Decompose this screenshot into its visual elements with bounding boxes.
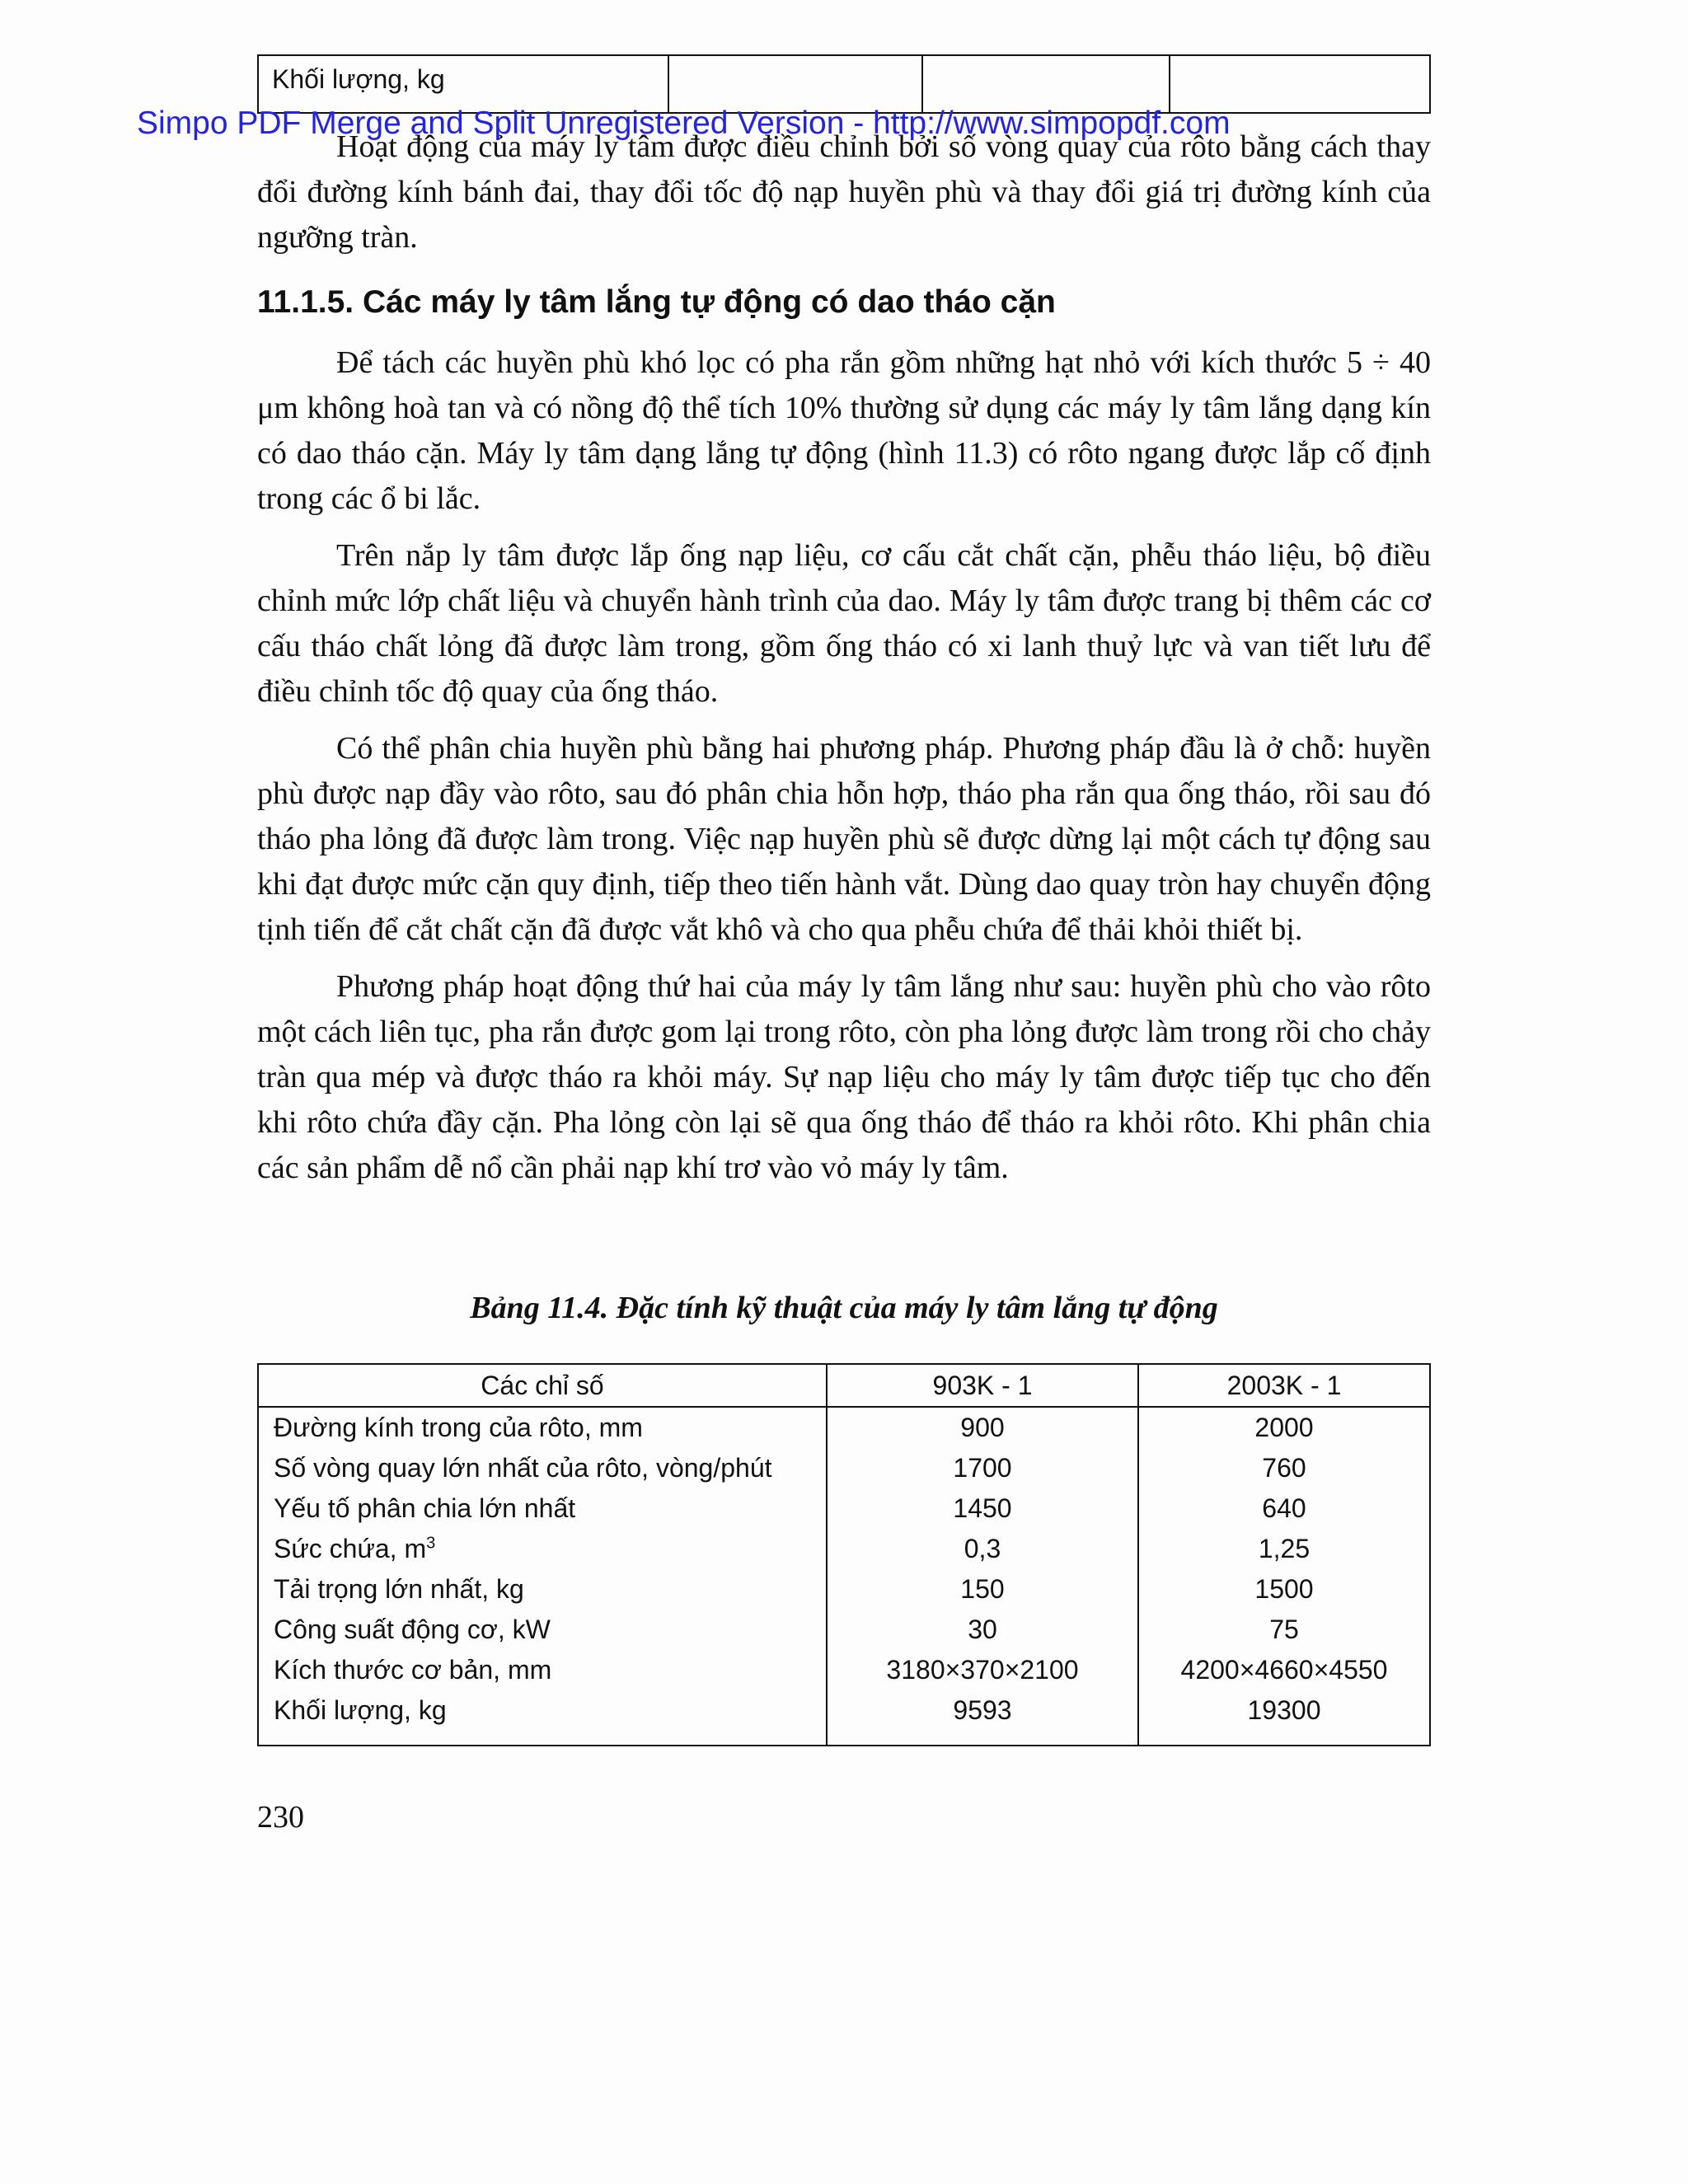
- intro-paragraph: Hoạt động của máy ly tâm được điều chỉnh bởi số vòng quay của rôto bằng cách thay đổi đường kính bánh đai, thay đổi tốc độ nạp huyền phù và thay đổi giá trị đường kính của ngưỡng tràn.: [257, 129, 1431, 255]
- row-value-2003k: 640: [1138, 1488, 1430, 1529]
- row-value-903k: 1700: [827, 1448, 1138, 1488]
- section-body: [257, 340, 1431, 1202]
- row-value-2003k: 4200×4660×4550: [1138, 1650, 1430, 1690]
- table-row: [258, 1650, 1430, 1690]
- row-value-2003k: 75: [1138, 1610, 1430, 1650]
- row-value-2003k: 1,25: [1138, 1529, 1430, 1569]
- row-value-2003k: 760: [1138, 1448, 1430, 1488]
- superscript: 3: [426, 1534, 436, 1553]
- table-cell-empty: [669, 56, 923, 112]
- table-cell-label: Khối lượng, kg: [259, 56, 669, 112]
- spec-table: [257, 1363, 1431, 1746]
- row-label: Yếu tố phân chia lớn nhất: [258, 1488, 827, 1529]
- header-cell: 2003K - 1: [1138, 1364, 1430, 1407]
- table-row: [258, 1529, 1430, 1569]
- header-cell: Các chỉ số: [258, 1364, 827, 1407]
- table-header-row: [258, 1364, 1430, 1407]
- row-label: Khối lượng, kg: [258, 1690, 827, 1746]
- row-label: Kích thước cơ bản, mm: [258, 1650, 827, 1690]
- row-value-2003k: 1500: [1138, 1569, 1430, 1610]
- table-row: [258, 1610, 1430, 1650]
- watermark-text: Simpo PDF Merge and Split Unregistered Version - http://www.simpopdf.com: [137, 105, 1231, 141]
- row-label-cell: [258, 1529, 827, 1569]
- header-cell: 903K - 1: [827, 1364, 1138, 1407]
- row-label: Số vòng quay lớn nhất của rôto, vòng/phút: [258, 1448, 827, 1488]
- row-value-903k: 30: [827, 1610, 1138, 1650]
- table-row: [258, 1407, 1430, 1448]
- row-value-903k: 900: [827, 1407, 1138, 1448]
- page-number: 230: [257, 1800, 304, 1835]
- table-row: [258, 1569, 1430, 1610]
- table-caption: Bảng 11.4. Đặc tính kỹ thuật của máy ly tâm lắng tự động: [470, 1291, 1218, 1325]
- table-cell-empty: [1170, 56, 1429, 112]
- table-row: [258, 1690, 1430, 1746]
- paragraph: Phương pháp hoạt động thứ hai của máy ly tâm lắng như sau: huyền phù cho vào rôto một cách liên tục, pha rắn được gom lại trong rôto, còn pha lỏng được làm trong rồi cho chảy tràn qua mép và được tháo ra khỏi máy. Sự nạp liệu cho máy ly tâm được tiếp tục cho đến khi rôto chứa đầy cặn. Pha lỏng còn lại sẽ qua ống tháo để tháo ra khỏi rôto. Khi phân chia các sản phẩm dễ nổ cần phải nạp khí trơ vào vỏ máy ly tâm.: [257, 969, 1431, 1185]
- row-label: Công suất động cơ, kW: [258, 1610, 827, 1650]
- row-label: Tải trọng lớn nhất, kg: [258, 1569, 827, 1610]
- table-row: [258, 1448, 1430, 1488]
- paragraph: Để tách các huyền phù khó lọc có pha rắn gồm những hạt nhỏ với kích thước 5 ÷ 40 μm không hoà tan và có nồng độ thể tích 10% thường sử dụng các máy ly tâm lắng dạng kín có dao tháo cặn. Máy ly tâm dạng lắng tự động (hình 11.3) có rôto ngang được lắp cố định trong các ổ bi lắc.: [257, 345, 1431, 516]
- row-value-903k: 3180×370×2100: [827, 1650, 1138, 1690]
- paragraph: Trên nắp ly tâm được lắp ống nạp liệu, cơ cấu cắt chất cặn, phễu tháo liệu, bộ điều chỉnh mức lớp chất liệu và chuyển hành trình của dao. Máy ly tâm được trang bị thêm các cơ cấu tháo chất lỏng đã được làm trong, gồm ống tháo có xi lanh thuỷ lực và van tiết lưu để điều chỉnh tốc độ quay của ống tháo.: [257, 538, 1431, 709]
- row-value-2003k: 19300: [1138, 1690, 1430, 1746]
- intro-paragraph-block: [257, 124, 1431, 260]
- row-label: Sức chứa, m: [274, 1534, 427, 1563]
- table-cell-empty: [923, 56, 1170, 112]
- row-value-903k: 9593: [827, 1690, 1138, 1746]
- row-value-903k: 150: [827, 1569, 1138, 1610]
- row-value-903k: 0,3: [827, 1529, 1138, 1569]
- section-heading: 11.1.5. Các máy ly tâm lắng tự động có dao tháo cặn: [257, 284, 1056, 320]
- table-row: [258, 1488, 1430, 1529]
- row-value-2003k: 2000: [1138, 1407, 1430, 1448]
- paragraph: Có thể phân chia huyền phù bằng hai phương pháp. Phương pháp đầu là ở chỗ: huyền phù được nạp đầy vào rôto, sau đó phân chia hỗn hợp, tháo pha rắn qua ống tháo, rồi sau đó tháo pha lỏng đã được làm trong. Việc nạp huyền phù sẽ được dừng lại một cách tự động sau khi đạt được mức cặn quy định, tiếp theo tiến hành vắt. Dùng dao quay tròn hay chuyển động tịnh tiến để cắt chất cặn đã được vắt khô và cho qua phễu chứa để thải khỏi thiết bị.: [257, 731, 1431, 947]
- row-label: Đường kính trong của rôto, mm: [258, 1407, 827, 1448]
- row-value-903k: 1450: [827, 1488, 1138, 1529]
